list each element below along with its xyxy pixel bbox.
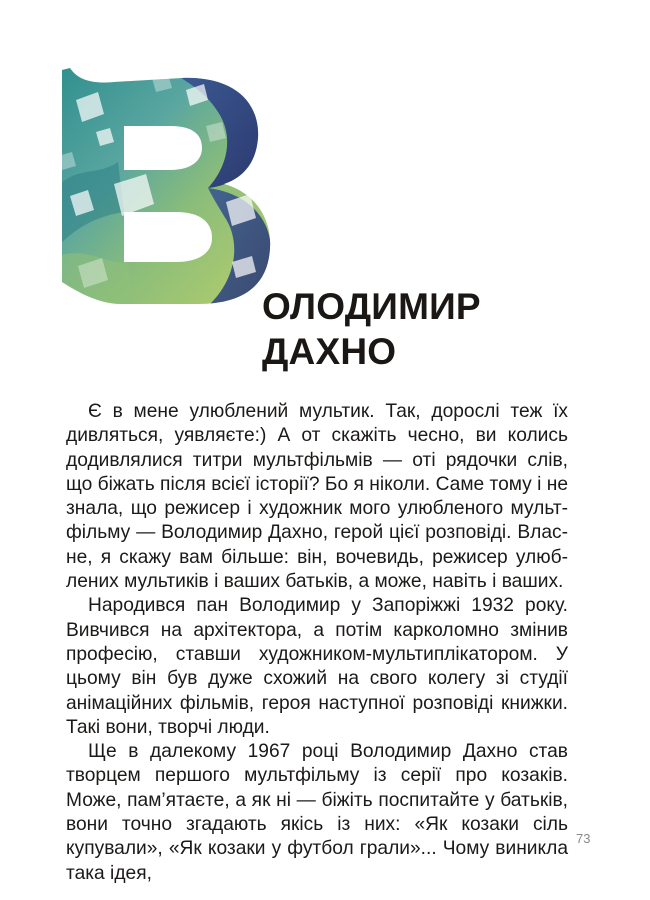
paragraph: Народився пан Володимир у Запоріжжі 1932 року. Вивчився на архітектора, а потім карколомно змінив професію, ставши художником-мультиплікатором. У цьому він був дуже схожий на свого колегу зі студії анімаційних фільмів, героя наступної розповіді книжки. Такі вони, творчі люди. bbox=[66, 595, 568, 738]
title-line-2: ДАХНО bbox=[262, 331, 397, 372]
article-body bbox=[66, 400, 568, 886]
title-line-1: ОЛОДИМИР bbox=[262, 286, 481, 327]
article-title bbox=[262, 284, 481, 374]
paragraph: Є в мене улюблений мультик. Так, дорослі теж їх дивляться, уявляєте:) А от скажіть чесно, ви колись додивлялися титри мультфільмів — оті рядочки слів, що біжать після всієї історії? Бо я ніколи. Саме тому і не знала, що режисер і художник мого улюбленого мультфільму — Володимир Дахно, герой цієї розповіді. Власне, я скажу вам більше: він, вочевидь, режисер улюблених мультиків і ваших батьків, а може, навіть і ваших. bbox=[66, 401, 568, 593]
paragraph: Ще в далекому 1967 році Володимир Дахно став творцем першого мультфільму із серії про козаків. Може, пам’ятаєте, а як ні — біжіть поспитайте у батьків, вони точно згадають якісь із них: «Як козаки сіль купували», «Як козаки у футбол грали»... Чому виникла така ідея, bbox=[66, 741, 568, 884]
page-number: 73 bbox=[576, 831, 591, 846]
drop-cap-letter bbox=[58, 66, 274, 306]
